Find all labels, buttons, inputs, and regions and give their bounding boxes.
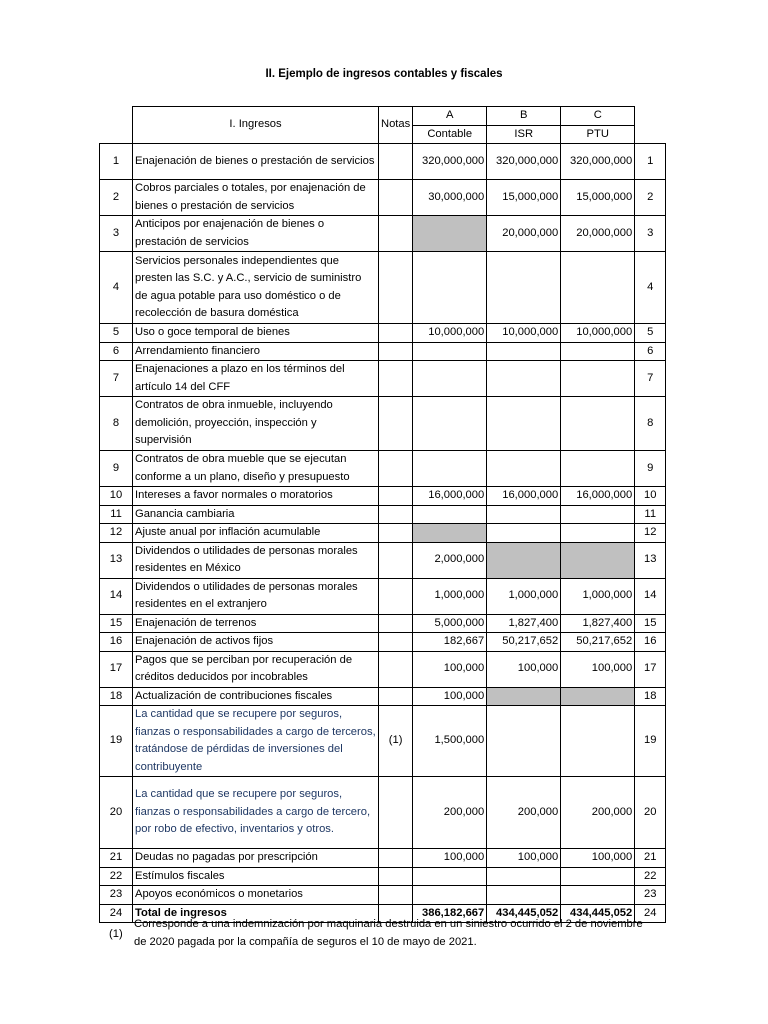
row-number: 23 [100, 886, 133, 905]
ingresos-table [99, 106, 666, 923]
concept-cell: Pagos que se perciban por recuperación de créditos deducidos por incobrables [133, 651, 379, 687]
col-b-value: 320,000,000 [487, 144, 561, 180]
table-row [100, 777, 666, 849]
col-a-value: 386,182,667 [413, 904, 487, 923]
col-c-value [561, 524, 635, 543]
concept-cell: Dividendos o utilidades de personas morales residentes en el extranjero [133, 578, 379, 614]
row-number: 22 [100, 867, 133, 886]
col-a-value: 5,000,000 [413, 614, 487, 633]
col-a-value: 16,000,000 [413, 487, 487, 506]
row-number-right: 23 [635, 886, 666, 905]
table-row [100, 397, 666, 451]
table-row [100, 252, 666, 324]
concept-cell: Enajenación de bienes o prestación de servicios [133, 144, 379, 180]
table-row [100, 578, 666, 614]
row-number: 18 [100, 687, 133, 706]
table-row [100, 505, 666, 524]
col-a-value: 10,000,000 [413, 324, 487, 343]
row-number: 14 [100, 578, 133, 614]
col-a-value [413, 342, 487, 361]
footnote-text: Corresponde a una indemnización por maquinaria destruida en un siniestro ocurrido el 2 de noviembre de 2020 pagada por la compañía de seguros el 10 de mayo de 2021. [134, 918, 643, 948]
col-b-value [487, 342, 561, 361]
col-a-value: 200,000 [413, 777, 487, 849]
row-number-right: 5 [635, 324, 666, 343]
col-b-value: 50,217,652 [487, 633, 561, 652]
nota-cell [379, 867, 413, 886]
row-number: 13 [100, 542, 133, 578]
concept-cell: Dividendos o utilidades de personas morales residentes en México [133, 542, 379, 578]
row-number-right: 19 [635, 706, 666, 777]
row-number: 16 [100, 633, 133, 652]
col-c-value: 1,000,000 [561, 578, 635, 614]
concept-cell: Uso o goce temporal de bienes [133, 324, 379, 343]
row-number-right: 7 [635, 361, 666, 397]
row-number-right: 3 [635, 216, 666, 252]
col-a-value [413, 397, 487, 451]
col-a-value: 2,000,000 [413, 542, 487, 578]
col-c-value [561, 361, 635, 397]
col-c-value [561, 687, 635, 706]
col-a-value: 1,500,000 [413, 706, 487, 777]
col-b-value: 10,000,000 [487, 324, 561, 343]
col-c-name: PTU [561, 125, 635, 144]
table-row [100, 180, 666, 216]
nota-cell [379, 578, 413, 614]
nota-cell [379, 180, 413, 216]
concept-cell: Contratos de obra mueble que se ejecutan conforme a un plano, diseño y presupuesto [133, 451, 379, 487]
ingresos-header: I. Ingresos [133, 107, 379, 144]
col-a-value [413, 216, 487, 252]
col-b-value [487, 867, 561, 886]
row-number: 11 [100, 505, 133, 524]
col-c-value [561, 706, 635, 777]
table-row [100, 542, 666, 578]
table-row [100, 706, 666, 777]
nota-cell [379, 342, 413, 361]
nota-cell [379, 849, 413, 868]
row-number: 10 [100, 487, 133, 506]
row-number-right: 18 [635, 687, 666, 706]
col-b-value [487, 451, 561, 487]
nota-cell [379, 886, 413, 905]
notas-header: Notas [379, 107, 413, 144]
table-row [100, 216, 666, 252]
table-row [100, 342, 666, 361]
col-c-value: 1,827,400 [561, 614, 635, 633]
row-number: 19 [100, 706, 133, 777]
table-row [100, 886, 666, 905]
concept-cell: Enajenación de activos fijos [133, 633, 379, 652]
nota-cell [379, 651, 413, 687]
row-number: 12 [100, 524, 133, 543]
col-a-value [413, 505, 487, 524]
col-a-name: Contable [413, 125, 487, 144]
concept-cell: Cobros parciales o totales, por enajenación de bienes o prestación de servicios [133, 180, 379, 216]
row-number: 6 [100, 342, 133, 361]
table-row [100, 633, 666, 652]
nota-cell [379, 397, 413, 451]
table-row [100, 324, 666, 343]
col-b-value: 1,000,000 [487, 578, 561, 614]
row-number-right: 1 [635, 144, 666, 180]
nota-cell [379, 451, 413, 487]
nota-cell [379, 361, 413, 397]
nota-cell [379, 777, 413, 849]
col-c-value [561, 397, 635, 451]
row-number-right: 24 [635, 904, 666, 923]
nota-cell [379, 252, 413, 324]
row-number-right: 17 [635, 651, 666, 687]
concept-cell: Deudas no pagadas por prescripción [133, 849, 379, 868]
concept-cell: Servicios personales independientes que presten las S.C. y A.C., servicio de suministro de agua potable para uso doméstico o de recolección de basura doméstica [133, 252, 379, 324]
col-c-letter: C [561, 107, 635, 126]
nota-cell [379, 144, 413, 180]
row-number-right: 15 [635, 614, 666, 633]
col-b-value: 16,000,000 [487, 487, 561, 506]
col-c-value: 20,000,000 [561, 216, 635, 252]
corner-cell [635, 125, 666, 144]
concept-cell: Enajenaciones a plazo en los términos del artículo 14 del CFF [133, 361, 379, 397]
row-number: 20 [100, 777, 133, 849]
col-c-value [561, 451, 635, 487]
concept-cell: Apoyos económicos o monetarios [133, 886, 379, 905]
concept-cell: Anticipos por enajenación de bienes o prestación de servicios [133, 216, 379, 252]
table-row [100, 524, 666, 543]
concept-cell: La cantidad que se recupere por seguros, fianzas o responsabilidades a cargo de tercero, por robo de efectivo, inventarios y otros. [133, 777, 379, 849]
table-row [100, 867, 666, 886]
row-number-right: 9 [635, 451, 666, 487]
col-c-value: 320,000,000 [561, 144, 635, 180]
col-a-value: 1,000,000 [413, 578, 487, 614]
col-b-value: 434,445,052 [487, 904, 561, 923]
table-row [100, 651, 666, 687]
col-b-name: ISR [487, 125, 561, 144]
col-a-value: 100,000 [413, 651, 487, 687]
col-c-value: 100,000 [561, 651, 635, 687]
concept-cell: La cantidad que se recupere por seguros, fianzas o responsabilidades a cargo de terceros, tratándose de pérdidas de inversiones del contribuyente [133, 706, 379, 777]
nota-cell [379, 505, 413, 524]
concept-cell: Ajuste anual por inflación acumulable [133, 524, 379, 543]
col-b-value: 20,000,000 [487, 216, 561, 252]
row-number-right: 8 [635, 397, 666, 451]
col-a-value [413, 451, 487, 487]
row-number-right: 13 [635, 542, 666, 578]
row-number: 8 [100, 397, 133, 451]
col-b-value [487, 252, 561, 324]
col-b-value [487, 706, 561, 777]
col-b-value [487, 524, 561, 543]
row-number-right: 4 [635, 252, 666, 324]
col-a-value [413, 524, 487, 543]
nota-cell [379, 633, 413, 652]
col-a-value [413, 361, 487, 397]
page-title: II. Ejemplo de ingresos contables y fiscales [265, 68, 503, 80]
table-row [100, 614, 666, 633]
row-number: 24 [100, 904, 133, 923]
col-a-value: 100,000 [413, 849, 487, 868]
col-b-value: 100,000 [487, 651, 561, 687]
nota-cell [379, 687, 413, 706]
col-c-value [561, 542, 635, 578]
col-c-value: 15,000,000 [561, 180, 635, 216]
row-number: 9 [100, 451, 133, 487]
col-c-value [561, 505, 635, 524]
col-b-value [487, 397, 561, 451]
concept-cell: Enajenación de terrenos [133, 614, 379, 633]
row-number-right: 10 [635, 487, 666, 506]
nota-cell [379, 542, 413, 578]
row-number-right: 22 [635, 867, 666, 886]
corner-cell [635, 107, 666, 126]
col-a-value [413, 867, 487, 886]
concept-cell: Total de ingresos [133, 904, 379, 923]
col-a-letter: A [413, 107, 487, 126]
concept-cell: Arrendamiento financiero [133, 342, 379, 361]
row-number: 1 [100, 144, 133, 180]
corner-cell [100, 107, 133, 126]
row-number-right: 2 [635, 180, 666, 216]
row-number: 3 [100, 216, 133, 252]
nota-cell [379, 487, 413, 506]
col-c-value: 50,217,652 [561, 633, 635, 652]
nota-cell [379, 216, 413, 252]
table-row [100, 687, 666, 706]
row-number: 4 [100, 252, 133, 324]
col-b-value: 1,827,400 [487, 614, 561, 633]
row-number-right: 14 [635, 578, 666, 614]
table-row [100, 451, 666, 487]
row-number-right: 20 [635, 777, 666, 849]
col-a-value: 30,000,000 [413, 180, 487, 216]
col-a-value [413, 252, 487, 324]
col-b-value [487, 361, 561, 397]
concept-cell: Actualización de contribuciones fiscales [133, 687, 379, 706]
row-number-right: 12 [635, 524, 666, 543]
col-c-value: 10,000,000 [561, 324, 635, 343]
table-row [100, 144, 666, 180]
col-c-value: 200,000 [561, 777, 635, 849]
col-c-value: 434,445,052 [561, 904, 635, 923]
col-b-value [487, 687, 561, 706]
col-c-value [561, 342, 635, 361]
col-c-value: 16,000,000 [561, 487, 635, 506]
col-c-value [561, 886, 635, 905]
corner-cell [100, 125, 133, 144]
col-b-value: 200,000 [487, 777, 561, 849]
col-c-value [561, 252, 635, 324]
col-a-value: 182,667 [413, 633, 487, 652]
row-number: 15 [100, 614, 133, 633]
col-a-value [413, 886, 487, 905]
row-number-right: 16 [635, 633, 666, 652]
row-number: 21 [100, 849, 133, 868]
col-b-value [487, 886, 561, 905]
col-a-value: 100,000 [413, 687, 487, 706]
table-body [100, 144, 666, 923]
nota-cell [379, 614, 413, 633]
concept-cell: Estímulos fiscales [133, 867, 379, 886]
col-c-value: 100,000 [561, 849, 635, 868]
col-b-value [487, 505, 561, 524]
footnote-mark: (1) [109, 928, 123, 940]
col-a-value: 320,000,000 [413, 144, 487, 180]
concept-cell: Ganancia cambiaria [133, 505, 379, 524]
col-b-value: 100,000 [487, 849, 561, 868]
concept-cell: Contratos de obra inmueble, incluyendo demolición, proyección, inspección y supervisión [133, 397, 379, 451]
row-number-right: 11 [635, 505, 666, 524]
col-b-value [487, 542, 561, 578]
row-number: 7 [100, 361, 133, 397]
col-c-value [561, 867, 635, 886]
row-number-right: 6 [635, 342, 666, 361]
row-number: 17 [100, 651, 133, 687]
concept-cell: Intereses a favor normales o moratorios [133, 487, 379, 506]
row-number: 5 [100, 324, 133, 343]
nota-cell [379, 524, 413, 543]
table-row [100, 849, 666, 868]
nota-cell: (1) [379, 706, 413, 777]
col-b-letter: B [487, 107, 561, 126]
row-number: 2 [100, 180, 133, 216]
table-row [100, 487, 666, 506]
col-b-value: 15,000,000 [487, 180, 561, 216]
table-row [100, 361, 666, 397]
row-number-right: 21 [635, 849, 666, 868]
nota-cell [379, 324, 413, 343]
